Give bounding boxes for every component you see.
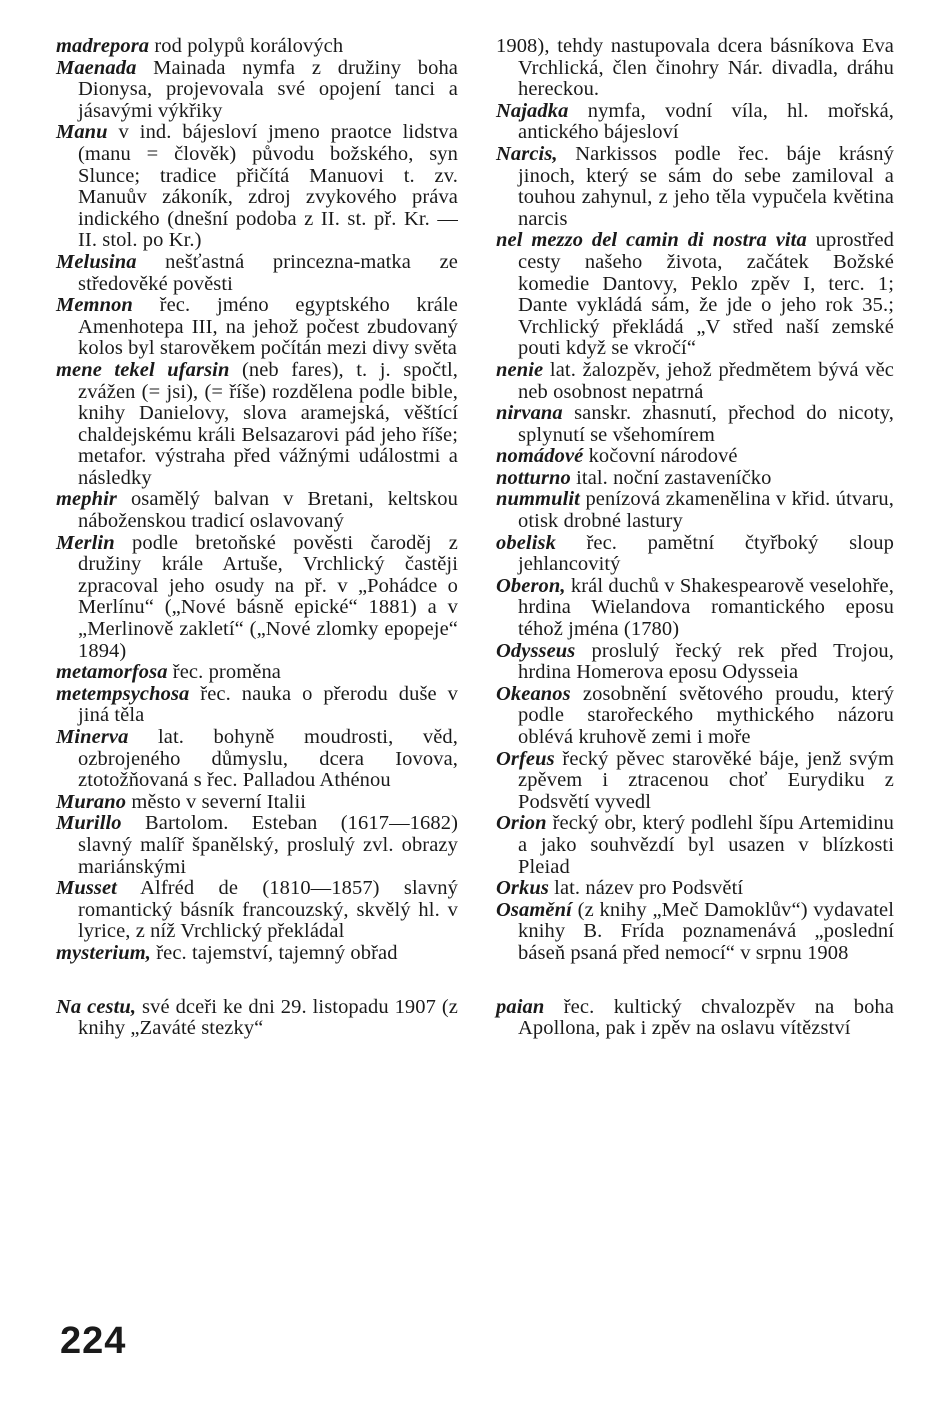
entry-term: Odysseus [496, 639, 576, 662]
entry-term: nirvana [496, 402, 563, 425]
glossary-entry [496, 641, 894, 684]
entry-term: metamorfosa [56, 661, 168, 684]
entry-definition: 1908), tehdy nastupovala dcera básníkova Eva Vrchlická, člen činohry Nár. divadla, dráhu hereckou. [496, 35, 894, 101]
entry-definition: lat. žalozpěv, jehož předmětem bývá věc neb osobnost nepatrná [518, 358, 894, 403]
glossary-entry [56, 684, 458, 727]
entry-definition: řec. proměna [167, 661, 281, 684]
entry-definition: (z knihy „Meč Damoklův“) vydavatel knihy B. Frída poznamenává „poslední báseň psaná před nemocí“ v srpnu 1908 [518, 898, 894, 964]
entry-definition: nymfa, vodní víla, hl. mořská, antického bájesloví [518, 99, 894, 144]
glossary-entry [56, 295, 458, 360]
entry-definition: král duchů v Shakespearově veselohře, hrdina Wielandova romantického eposu téhož jména (1780) [518, 574, 894, 641]
glossary-entry [496, 813, 894, 878]
entry-definition: řec. pamětní čtyřboký sloup jehlancovitý [518, 531, 894, 576]
glossary-entry [56, 360, 458, 490]
entry-term: Murillo [56, 812, 122, 835]
glossary-entry [496, 230, 894, 360]
glossary-entry [56, 533, 458, 663]
entry-term: Merlin [56, 531, 115, 554]
entry-definition: kočovní národové [583, 445, 738, 468]
entry-definition: zosobnění světového proudu, který podle starořeckého mythického názoru oblévá kruhově zemi i moře [518, 682, 894, 748]
glossary-entry [496, 468, 894, 490]
glossary-entry [56, 813, 458, 878]
entry-term: madrepora [56, 35, 150, 57]
entry-definition: řecký obr, který podlehl šípu Artemidinu a jako souhvězdí byl usazen v blízkosti Pleiad [518, 812, 894, 878]
entry-term: nomádové [496, 445, 584, 468]
entry-definition: řec. jméno egyptského krále Amenhotepa III, na jehož počest zbudovaný kolos byl starověkem počítán mezi divy světa [78, 294, 458, 360]
entry-term: Narcis, [496, 142, 558, 165]
entry-spacer [496, 965, 894, 997]
entry-term: notturno [496, 466, 571, 489]
entry-term: paian [496, 995, 545, 1018]
glossary-entry [496, 533, 894, 576]
entry-term: Orfeus [496, 747, 555, 770]
entry-definition: uprostřed cesty našeho života, začátek Božské komedie Dantovy, Peklo zpěv I, terc. 1; Dante vykládá sám, že jde o jeho rok 35.; Vrchlický překládá „V střed naší zemské pouti když se vkročí“ [518, 229, 894, 360]
entry-term: Minerva [56, 726, 129, 748]
entry-term: Najadka [496, 99, 569, 122]
entry-term: Orkus [496, 877, 549, 900]
glossary-entry [56, 252, 458, 295]
glossary-entry [496, 489, 894, 532]
glossary-entry [496, 101, 894, 144]
entry-term: Orion [496, 812, 547, 835]
entry-term: obelisk [496, 531, 556, 554]
entry-definition: podle bretoňské pověsti čaroděj z družiny krále Artuše, Vrchlický častěji zpracoval jeho osudy na př. v „Pohádce o Merlínu“ („Nové básně epické“ 1881) a v „Merlinově zakletí“ („Nové zlomky epopeje“ 1894) [78, 531, 458, 662]
entry-term: Maenada [56, 56, 137, 79]
entry-term: Melusina [56, 250, 137, 273]
entry-definition: Mainada nymfa z družiny boha Dionysa, projevovala své opojení tanci a jásavými výkřiky [78, 56, 458, 122]
glossary-entry [56, 878, 458, 943]
entry-definition: rod polypů korálových [149, 35, 344, 57]
right-column [496, 36, 894, 1040]
glossary-entry [56, 489, 458, 532]
entry-definition: sanskr. zhasnutí, přechod do nicoty, splynutí se všehomírem [518, 402, 894, 446]
entry-definition: řec. nauka o přerodu duše v jiná těla [78, 682, 458, 727]
entry-term: metempsychosa [56, 682, 190, 705]
entry-term: nummulit [496, 488, 580, 511]
entry-definition: penízová zkamenělina v křid. útvaru, otisk drobné lastury [518, 488, 894, 533]
entry-definition: Narkissos podle řec. báje krásný jinoch, který se sám do sebe zamiloval a touhou zahynul, z jeho těla vypučela květina narcis [518, 142, 894, 230]
glossary-entry [496, 144, 894, 230]
entry-term: Manu [56, 121, 108, 144]
entry-definition: město v severní Italii [126, 790, 307, 813]
glossary-entry [56, 792, 458, 814]
glossary-entry [496, 360, 894, 403]
entry-definition: řec. kultický chvalozpěv na boha Apollona, pak i zpěv na oslavu vítězství [518, 995, 894, 1040]
glossary-entry [496, 446, 894, 468]
glossary-entry [496, 684, 894, 749]
entry-definition: lat. název pro Podsvětí [548, 877, 744, 900]
entry-term: Murano [56, 790, 127, 813]
entry-definition: proslulý řecký rek před Trojou, hrdina Homerova eposu Odysseia [518, 639, 894, 684]
entry-definition: Bartolom. Esteban (1617—1682) slavný malíř španělský, proslulý zvl. obrazy mariánskými [78, 812, 458, 878]
entry-definition: v ind. bájesloví jmeno praotce lidstva (manu = člověk) původu božského, syn Slunce; tradice přičítá Manuovi t. zv. Manuův zákoník, zdroj zvykového práva indického (dnešní podoba z II. st. př. Kr. — II. stol. po Kr.) [78, 121, 458, 252]
glossary-entry [496, 576, 894, 641]
glossary-entry [56, 727, 458, 792]
entry-term: Osamění [496, 898, 572, 921]
glossary-entry [496, 900, 894, 965]
entry-definition: nešťastná princezna-matka ze středověké pověsti [78, 250, 458, 295]
entry-term: Oberon, [496, 574, 566, 597]
glossary-entry [56, 662, 458, 684]
entry-spacer [56, 965, 458, 997]
entry-definition: (neb fares), t. j. spočtl, zvážen (= jsi), (= říše) rozdělena podle bible, knihy Danielovy, slova aramejská, věštící chaldejskému králi Belsazarovi pád jeho říše; metafor. výstraha před vážnými událostmi a následky [78, 358, 458, 489]
glossary-entry [496, 749, 894, 814]
page-number: 224 [60, 1320, 127, 1362]
glossary-entry [496, 403, 894, 446]
glossary-entry [56, 58, 458, 123]
entry-definition: ital. noční zastaveníčko [570, 466, 772, 489]
entry-term: mephir [56, 488, 117, 511]
glossary-entry [56, 122, 458, 252]
entry-definition: lat. bohyně moudrosti, věd, ozbrojeného důmyslu, dcera Iovova, ztotožňovaná s řec. Palladou Athénou [78, 726, 458, 792]
glossary-entry [496, 997, 894, 1040]
entry-definition: osamělý balvan v Bretani, keltskou náboženskou tradicí oslavovaný [78, 488, 458, 533]
entry-term: nenie [496, 358, 544, 381]
entry-term: mysterium, [56, 941, 151, 964]
entry-term: mene tekel ufarsin [56, 358, 230, 381]
glossary-entry [56, 943, 458, 965]
glossary-entry [56, 997, 458, 1040]
entry-term: Okeanos [496, 682, 571, 705]
entry-term: Musset [56, 877, 117, 900]
entry-definition: Alfréd de (1810—1857) slavný romantický básník francouzský, skvělý hl. v lyrice, z níž Vrchlický překládal [78, 877, 458, 943]
entry-definition: své dceři ke dni 29. listopadu 1907 (z knihy „Zaváté stezky“ [78, 995, 458, 1040]
glossary-entry [496, 36, 894, 101]
entry-definition: řec. tajemství, tajemný obřad [150, 941, 398, 964]
glossary-entry [496, 878, 894, 900]
left-column [56, 36, 458, 1040]
glossary-entry [56, 36, 458, 58]
entry-definition: řecký pěvec starověké báje, jenž svým zpěvem i ztracenou choť Eurydiku z Podsvětí vyvedl [518, 747, 894, 813]
entry-term: Memnon [56, 294, 133, 317]
entry-term: Na cestu, [56, 995, 137, 1018]
entry-term: nel mezzo del camin di nostra vita [496, 229, 807, 252]
